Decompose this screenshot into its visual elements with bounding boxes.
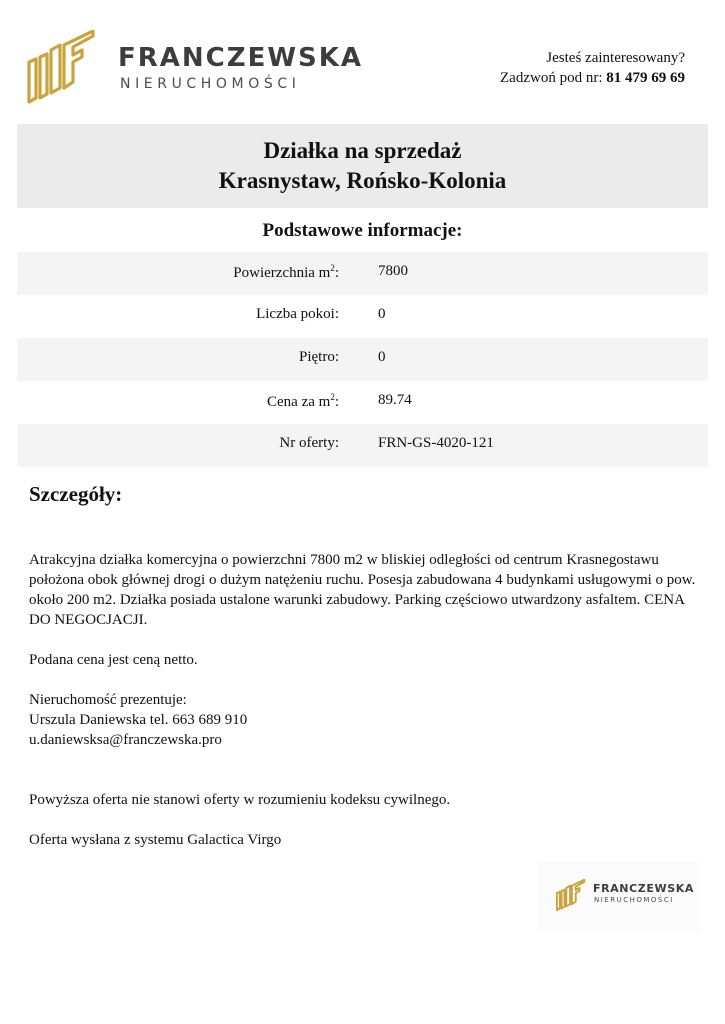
info-value: 7800 bbox=[378, 263, 408, 279]
info-label: Cena za $m^2$: bbox=[267, 392, 339, 410]
basic-info-table bbox=[17, 252, 708, 467]
presenter-email[interactable]: u.daniewsksa@franczewska.pro bbox=[29, 732, 222, 748]
offer-title: Działka na sprzedaż bbox=[263, 138, 462, 163]
info-row-rooms bbox=[17, 295, 708, 338]
contact-call-line bbox=[500, 68, 685, 88]
legal-disclaimer: Powyższa oferta nie stanowi oferty w rozumieniu kodeksu cywilnego. bbox=[29, 792, 451, 808]
info-value: 0 bbox=[378, 349, 386, 365]
contact-box bbox=[500, 48, 685, 88]
brand-name: FRANCZEWSKA bbox=[118, 43, 364, 73]
info-row-area bbox=[17, 252, 708, 295]
details-net-price: Podana cena jest ceną netto. bbox=[29, 652, 198, 668]
building-logo-icon bbox=[27, 30, 97, 108]
info-label: Nr oferty: bbox=[279, 435, 339, 451]
offer-title-box bbox=[17, 124, 708, 208]
details-body bbox=[29, 550, 699, 850]
footer-brand-subtitle: NIERUCHOMOŚCI bbox=[594, 896, 674, 904]
info-value: 0 bbox=[378, 306, 386, 322]
info-row-price-per-m2 bbox=[17, 381, 708, 424]
info-row-floor bbox=[17, 338, 708, 381]
details-description: Atrakcyjna działka komercyjna o powierzchni 7800 m2 w bliskiej odległości od centrum Krasnegostawu położona obok głównej drogi o dużym natężeniu ruchu. Posesja zabudowana 4 budynkami usługowymi o pow. około 200 m2. Działka posiada ustalone warunki zabudowy. Parking częściowo utwardzony asfaltem. CENA DO NEGOCJACJI. bbox=[29, 552, 696, 628]
contact-question: Jesteś zainteresowany? bbox=[546, 50, 685, 66]
presenter-contact: Urszula Daniewska tel. 663 689 910 bbox=[29, 712, 248, 728]
info-label: Piętro: bbox=[298, 349, 339, 365]
basic-info-heading: Podstawowe informacje: bbox=[262, 220, 463, 241]
details-heading: Szczegóły: bbox=[29, 482, 123, 506]
presenter-heading: Nieruchomość prezentuje: bbox=[29, 692, 187, 708]
contact-call-prefix: Zadzwoń pod nr: bbox=[500, 70, 603, 86]
info-label: Liczba pokoi: bbox=[256, 306, 339, 322]
info-row-offer-number bbox=[17, 424, 708, 467]
info-value: FRN-GS-4020-121 bbox=[378, 435, 494, 451]
footer-brand-name: FRANCZEWSKA bbox=[593, 882, 694, 895]
system-note: Oferta wysłana z systemu Galactica Virgo bbox=[29, 832, 282, 848]
footer-brand-logo bbox=[538, 862, 700, 932]
info-label: Powierzchnia $m^2$: bbox=[233, 263, 339, 281]
contact-phone[interactable]: 81 479 69 69 bbox=[606, 70, 685, 86]
brand-logo bbox=[27, 30, 364, 110]
brand-subtitle: NIERUCHOMOŚCI bbox=[120, 76, 301, 92]
offer-location: Krasnystaw, Rońsko-Kolonia bbox=[218, 168, 507, 193]
header bbox=[0, 0, 725, 124]
info-value: 89.74 bbox=[378, 392, 412, 408]
building-logo-icon bbox=[556, 879, 586, 913]
